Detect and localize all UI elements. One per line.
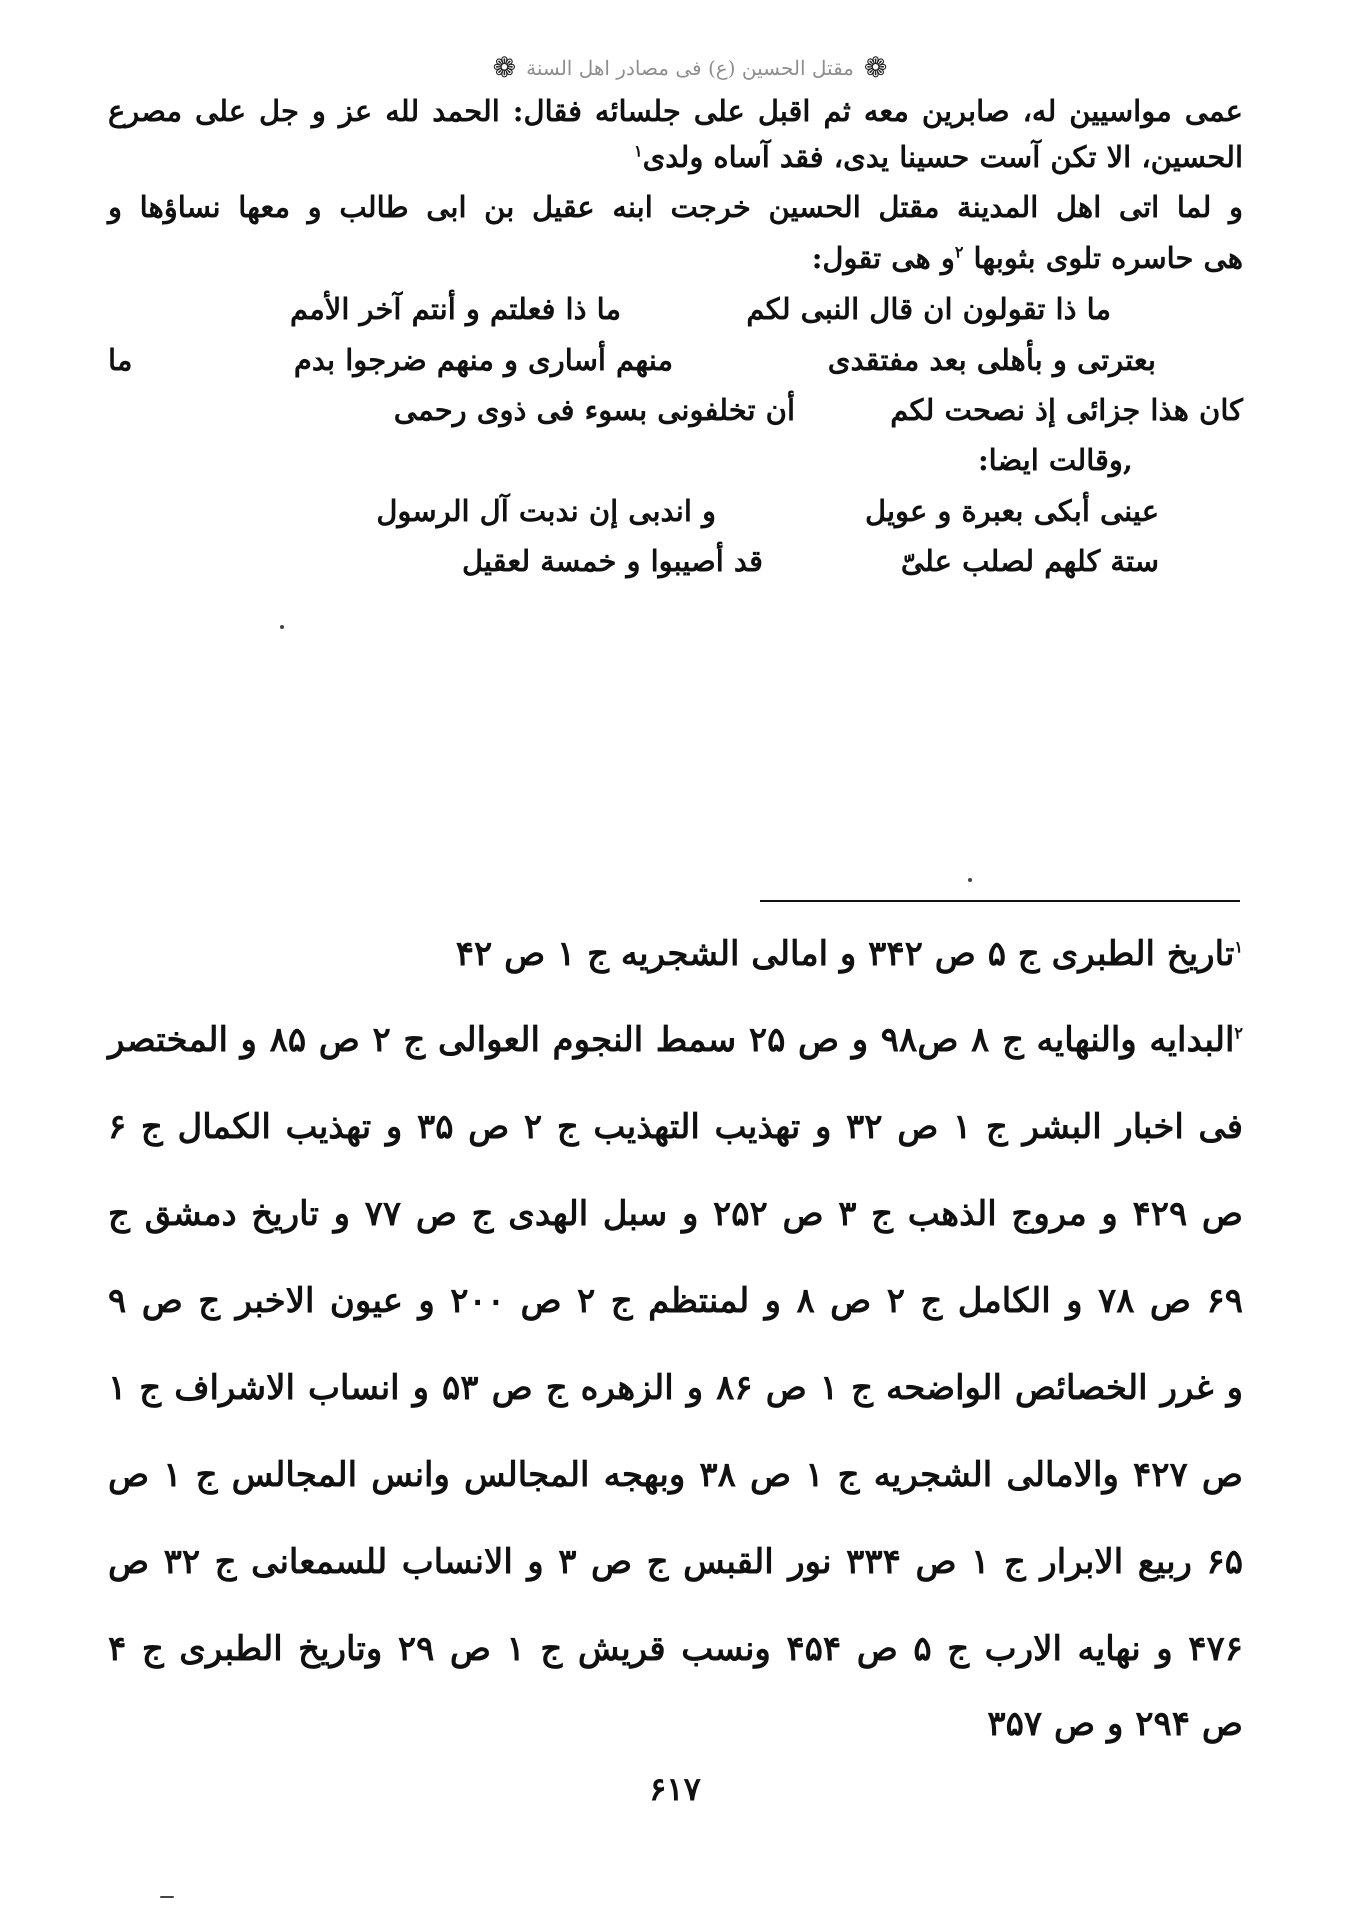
paragraph-1-line-2-text: الحسین، الا تکن آست حسینا یدی، فقد آساه ولدی bbox=[642, 140, 1243, 174]
running-title: مقتل الحسين (ع) فی مصادر اهل السنة bbox=[526, 56, 854, 80]
footnote-separator bbox=[760, 900, 1240, 902]
verse-5-hemistich-a: ستة کلهم لصلب علیّ bbox=[900, 544, 1159, 578]
footnote-1 bbox=[108, 930, 1243, 978]
print-speck bbox=[160, 1896, 174, 1898]
footnote-ref-1: ۱ bbox=[633, 141, 643, 161]
ornament-left-icon: ❁ bbox=[492, 51, 517, 84]
footnote-2-line-9: ص ۲۹۴ و ص ۳۵۷ bbox=[987, 1704, 1243, 1744]
paragraph-2-line-2-text-b: و هی تقول: bbox=[811, 241, 955, 275]
verse-1-hemistich-b: ما ذا فعلتم و أنتم آخر الأمم bbox=[289, 292, 621, 326]
verse-5-hemistich-b: قد أصیبوا و خمسة لعقیل bbox=[461, 544, 763, 578]
verse-2-hemistich-b: منهم أساری و منهم ضرجوا بدم bbox=[293, 343, 673, 377]
footnote-2-line-4: ۶۹ ص ۷۸ و الکامل ج ۲ ص ۸ و لمنتظم ج ۲ ص ۲۰۰ و عیون الاخبر ج ص ۹ bbox=[108, 1281, 1243, 1321]
verse-2-overflow-word: ما bbox=[108, 343, 133, 377]
footnote-1-text: تاریخ الطبری ج ۵ ص ۳۴۲ و امالی الشجریه ج ۱ ص ۴۲ bbox=[455, 934, 1235, 974]
footnote-ref-2: ۲ bbox=[954, 242, 964, 262]
footnote-1-mark: ۱ bbox=[1234, 937, 1243, 957]
verse-4-hemistich-b: و اندبی إن ندبت آل الرسول bbox=[376, 494, 716, 528]
footnote-2-line-5: و غرر الخصائص الواضحه ج ۱ ص ۸۶ و الزهره ج ص ۵۳ و انساب الاشراف ج ۱ bbox=[108, 1368, 1244, 1408]
ornament-right-icon: ❁ bbox=[863, 51, 888, 84]
footnote-2-line-2: فی اخبار البشر ج ۱ ص ۳۲ و تهذیب التهذیب ج ۲ ص ۳۵ و تهذیب الکمال ج ۶ bbox=[108, 1107, 1244, 1147]
footnote-2-line-8: ۴۷۶ و نهایه الارب ج ۵ ص ۴۵۴ ونسب قریش ج ۱ ص ۲۹ وتاریخ الطبری ج ۴ bbox=[108, 1629, 1243, 1669]
footnote-2-line-1 bbox=[108, 1016, 1243, 1064]
paragraph-2-line-2 bbox=[108, 238, 1243, 278]
verse-1-hemistich-a: ما ذا تقولون ان قال النبی لکم bbox=[746, 292, 1111, 326]
running-header bbox=[420, 48, 960, 88]
also-said-line: ,وقالت ایضا: bbox=[977, 443, 1133, 477]
verse-4-hemistich-a: عینی أبکی بعبرة و عویل bbox=[864, 494, 1159, 528]
footnote-2-line-7: ۶۵ ربیع الابرار ج ۱ ص ۳۳۴ نور القبس ج ص ۳ و الانساب للسمعانی ج ۳۲ ص bbox=[108, 1542, 1244, 1582]
print-speck bbox=[968, 878, 972, 882]
footnote-2-line-6: ص ۴۲۷ والامالی الشجریه ج ۱ ص ۳۸ وبهجه المجالس وانس المجالس ج ۱ ص bbox=[108, 1455, 1243, 1495]
footnote-2-mark: ۲ bbox=[1234, 1023, 1243, 1043]
paragraph-1-line-2 bbox=[108, 137, 1243, 177]
paragraph-2-line-1: و لما اتی اهل المدینة مقتل الحسین خرجت ابنه عقیل بن ابی طالب و معها نساؤها و bbox=[108, 190, 1243, 224]
footnote-2-line-1-text: البدایه والنهایه ج ۸ ص۹۸ و ص ۲۵ سمط النجوم العوالی ج ۲ ص ۸۵ و المختصر bbox=[108, 1020, 1235, 1060]
paragraph-2-line-2-text-a: هی حاسره تلوی بثوبها bbox=[963, 241, 1243, 275]
footnote-2-line-3: ص ۴۲۹ و مروج الذهب ج ۳ ص ۲۵۲ و سبل الهدی ج ص ۷۷ و تاریخ دمشق ج bbox=[108, 1194, 1244, 1234]
verse-2-hemistich-a: بعترتی و بأهلی بعد مفتقدی bbox=[827, 343, 1156, 377]
verse-3-hemistich-a: کان هذا جزائی إذ نصحت لکم bbox=[890, 393, 1243, 427]
page-number: ۶۱۷ bbox=[649, 1770, 701, 1808]
print-speck bbox=[280, 625, 284, 629]
verse-3-hemistich-b: أن تخلفونی بسوء فی ذوی رحمی bbox=[393, 393, 795, 427]
paragraph-1-line-1: عمی مواسیین له، صابرین معه ثم اقبل علی جلسائه فقال: الحمد لله عز و جل علی مصرع bbox=[108, 94, 1243, 128]
